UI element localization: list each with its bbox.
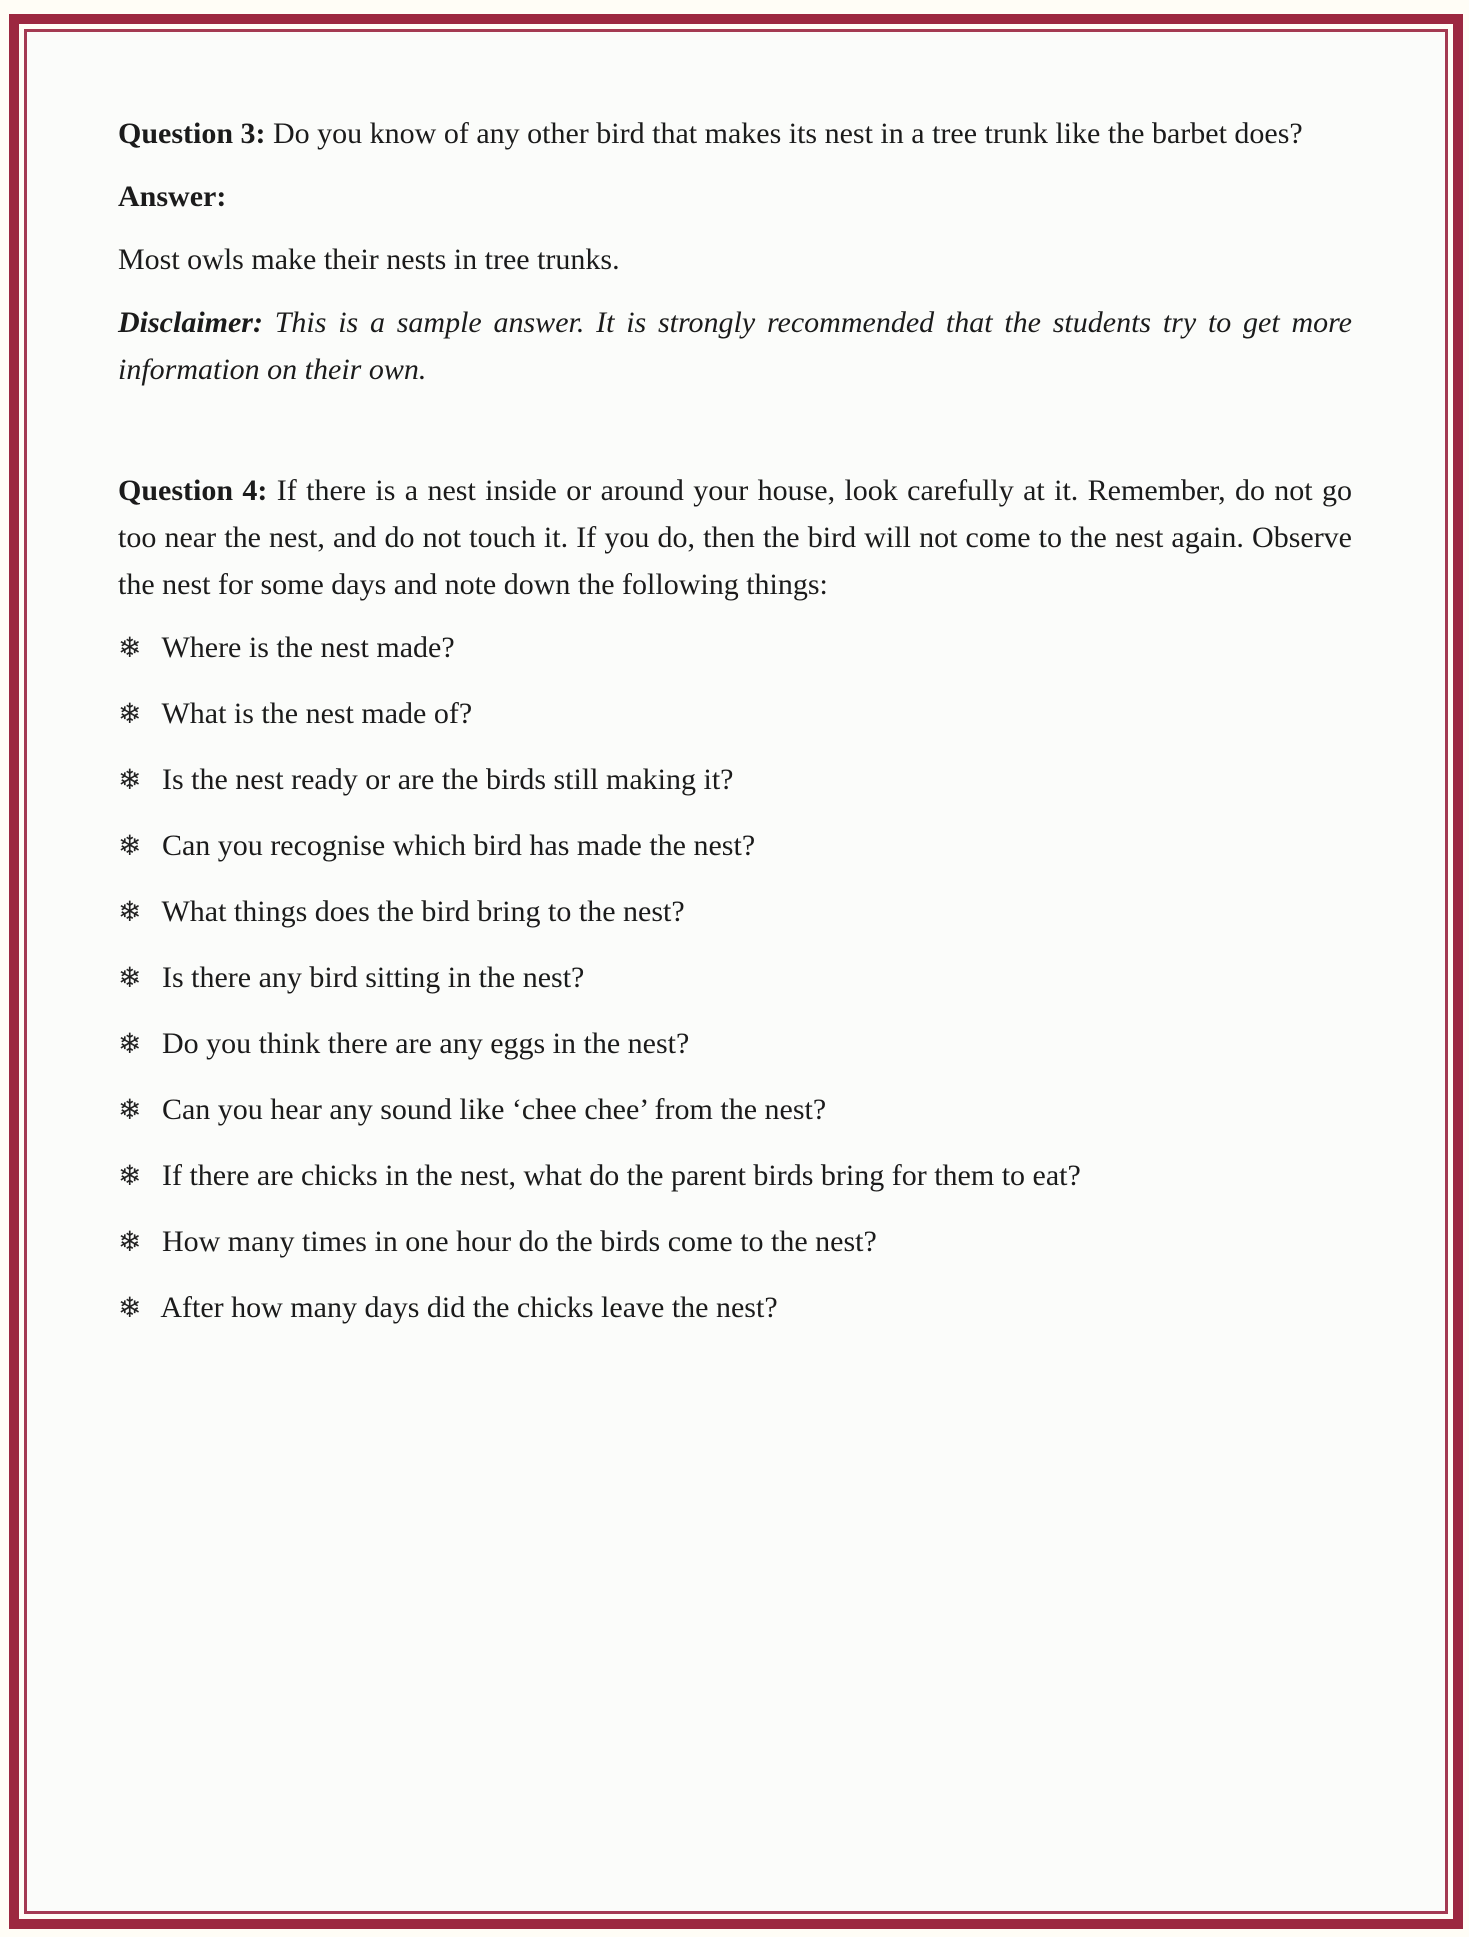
list-item-text: What is the nest made of?	[161, 697, 473, 730]
question3-text: Do you know of any other bird that makes its nest in a tree trunk like the barbet does?	[273, 117, 1303, 150]
disclaimer-text: This is a sample answer. It is strongly recommended that the students try to get more information on their own.	[118, 306, 1352, 386]
answer-text-paragraph	[118, 236, 1352, 283]
snowflake-bullet-icon: ❄	[118, 1027, 142, 1060]
answer-text: Most owls make their nests in tree trunks.	[118, 243, 620, 276]
list-item-text: After how many days did the chicks leave the nest?	[160, 1291, 778, 1324]
snowflake-bullet-icon: ❄	[118, 631, 142, 664]
snowflake-bullet-icon: ❄	[118, 1225, 142, 1258]
list-item	[118, 1284, 1352, 1331]
question3-label: Question 3:	[118, 117, 266, 150]
list-item-text: Can you hear any sound like ‘chee chee’ from the nest?	[161, 1093, 827, 1126]
list-item-text: What things does the bird bring to the nest?	[161, 895, 685, 928]
answer-label: Answer:	[118, 180, 227, 213]
snowflake-bullet-icon: ❄	[118, 829, 142, 862]
page-border-outer	[9, 14, 1463, 1929]
snowflake-bullet-icon: ❄	[118, 895, 142, 928]
question4-text: If there is a nest inside or around your house, look carefully at it. Remember, do not go too near the nest, and do not touch it. If you do, then the bird will not come to the nest again. Observe the nest for some days and note down the following things:	[118, 474, 1353, 601]
snowflake-bullet-icon: ❄	[118, 763, 142, 796]
list-item	[118, 1020, 1352, 1067]
list-item	[118, 1086, 1352, 1133]
question4-paragraph	[118, 467, 1352, 608]
snowflake-bullet-icon: ❄	[118, 1291, 142, 1324]
snowflake-bullet-icon: ❄	[118, 697, 142, 730]
list-item-text: Is there any bird sitting in the nest?	[161, 961, 585, 994]
list-item-text: If there are chicks in the nest, what do the parent birds bring for them to eat?	[161, 1159, 1081, 1192]
list-item	[118, 756, 1352, 803]
list-item	[118, 690, 1352, 737]
list-item	[118, 1218, 1352, 1265]
list-item-text: Do you think there are any eggs in the nest?	[161, 1027, 690, 1060]
list-item	[118, 624, 1352, 671]
list-item	[118, 822, 1352, 869]
disclaimer-paragraph	[118, 299, 1352, 393]
disclaimer-label: Disclaimer:	[118, 306, 263, 339]
list-item-text: Is the nest ready or are the birds still making it?	[161, 763, 734, 796]
list-item-text: Can you recognise which bird has made the nest?	[161, 829, 756, 862]
answer-label-paragraph	[118, 173, 1352, 220]
list-item-text: Where is the nest made?	[161, 631, 455, 664]
snowflake-bullet-icon: ❄	[118, 1159, 142, 1192]
observation-list	[118, 624, 1352, 1331]
question3-paragraph	[118, 110, 1352, 157]
list-item	[118, 954, 1352, 1001]
list-item	[118, 1152, 1352, 1199]
section-gap	[118, 409, 1352, 467]
list-item	[118, 888, 1352, 935]
snowflake-bullet-icon: ❄	[118, 1093, 142, 1126]
page-border-inner	[24, 29, 1448, 1914]
snowflake-bullet-icon: ❄	[118, 961, 142, 994]
list-item-text: How many times in one hour do the birds come to the nest?	[161, 1225, 877, 1258]
question4-label: Question 4:	[118, 474, 268, 507]
